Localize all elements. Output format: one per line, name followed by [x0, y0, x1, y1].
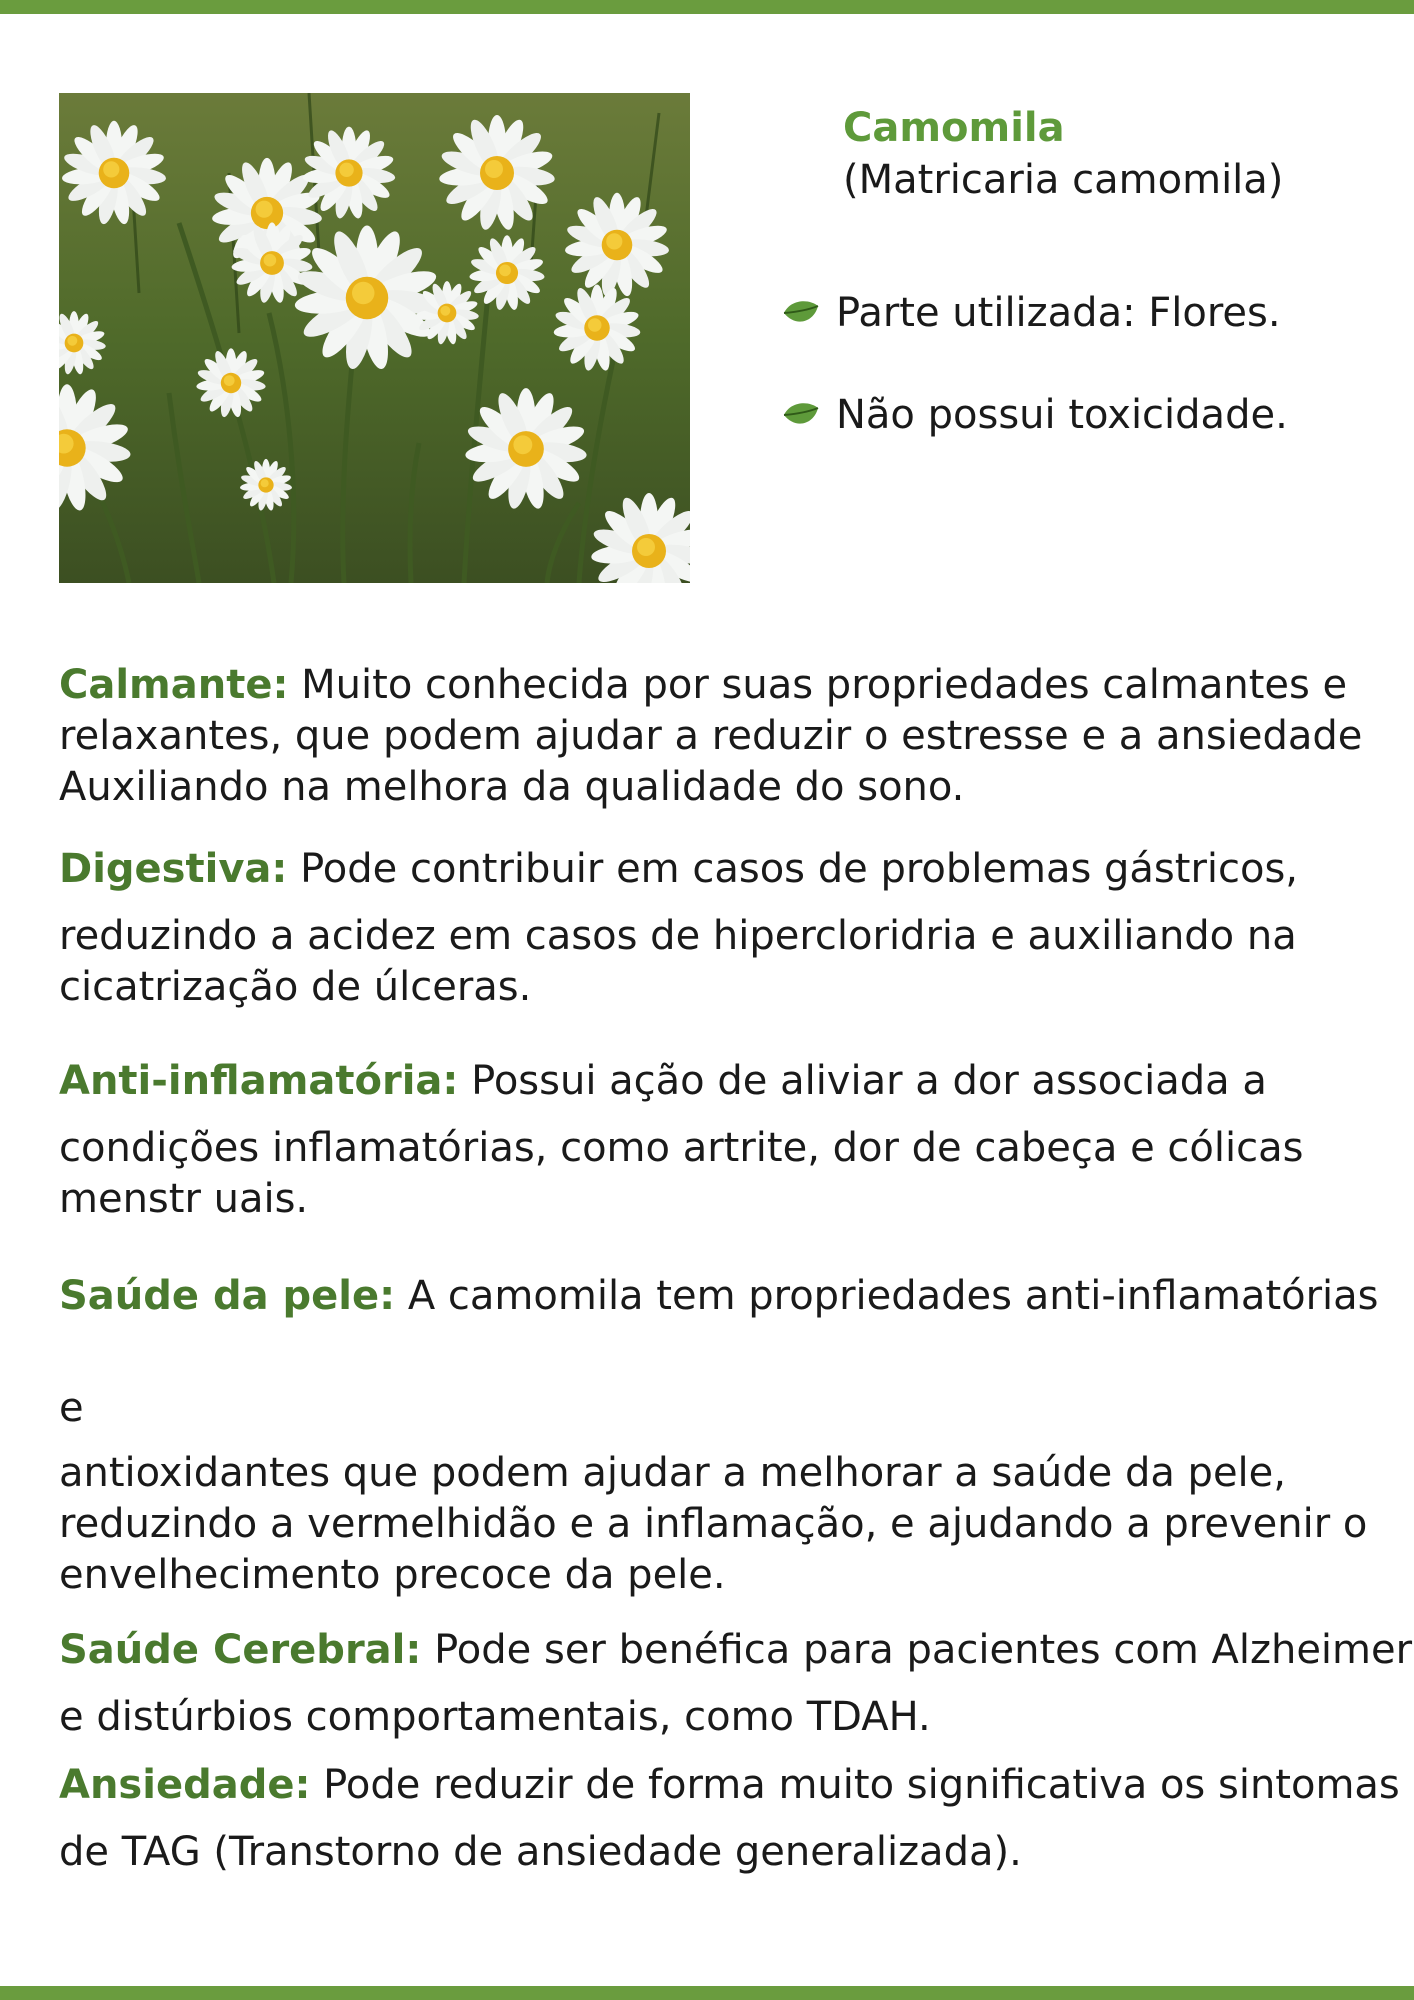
leaf-icon	[780, 296, 822, 330]
fact-text: Parte utilizada: Flores.	[836, 290, 1281, 336]
property-text: reduzindo a vermelhidão e a inflamação, e ajudando a prevenir o	[59, 1501, 1368, 1547]
property-saude-pele-continued	[59, 1383, 1409, 1434]
property-digestiva	[59, 844, 1409, 1013]
page-title: Camomila	[843, 105, 1065, 151]
property-term: Anti-inflamatória:	[59, 1058, 459, 1104]
property-text: e distúrbios comportamentais, como TDAH.	[59, 1694, 931, 1740]
fact-item-part-used	[780, 289, 1281, 337]
property-text: Possui ação de aliviar a dor associada a	[458, 1058, 1267, 1104]
property-text: Pode ser benéfica para pacientes com Alzheimer	[421, 1627, 1413, 1673]
property-text: relaxantes, que podem ajudar a reduzir o estresse e a ansiedade	[59, 713, 1363, 759]
property-text: Pode contribuir em casos de problemas gástricos,	[287, 846, 1299, 892]
property-text: e	[59, 1385, 84, 1431]
property-term: Calmante:	[59, 662, 289, 708]
property-text: Auxiliando na melhora da qualidade do sono.	[59, 764, 965, 810]
property-text: Pode reduzir de forma muito significativa os sintomas	[310, 1762, 1400, 1808]
property-text: envelhecimento precoce da pele.	[59, 1552, 726, 1598]
chamomile-flowers-photo	[59, 93, 690, 583]
fact-item-toxicity	[780, 391, 1288, 439]
property-term: Ansiedade:	[59, 1762, 311, 1808]
property-anti-inflamatoria	[59, 1056, 1409, 1225]
scientific-name: (Matricaria camomila)	[843, 157, 1284, 203]
property-saude-pele	[59, 1271, 1409, 1322]
property-text: antioxidantes que podem ajudar a melhorar a saúde da pele,	[59, 1450, 1286, 1496]
property-text: de TAG (Transtorno de ansiedade generalizada).	[59, 1829, 1022, 1875]
bottom-accent-bar	[0, 1986, 1414, 2000]
property-text: cicatrização de úlceras.	[59, 964, 532, 1010]
property-saude-cerebral	[59, 1617, 1413, 1751]
property-ansiedade	[59, 1752, 1409, 1886]
fact-text: Não possui toxicidade.	[836, 392, 1288, 438]
property-term: Saúde da pele:	[59, 1273, 396, 1319]
property-text: condições inflamatórias, como artrite, dor de cabeça e cólicas	[59, 1125, 1304, 1171]
property-text: menstr uais.	[59, 1176, 309, 1222]
top-accent-bar	[0, 0, 1414, 14]
property-term: Saúde Cerebral:	[59, 1627, 422, 1673]
property-term: Digestiva:	[59, 846, 288, 892]
property-text: Muito conhecida por suas propriedades calmantes e	[288, 662, 1348, 708]
property-calmante	[59, 660, 1409, 813]
leaf-icon	[780, 398, 822, 432]
property-text: reduzindo a acidez em casos de hipercloridria e auxiliando na	[59, 913, 1297, 959]
property-saude-pele-body	[59, 1448, 1409, 1601]
property-text: A camomila tem propriedades anti-inflamatórias	[395, 1273, 1379, 1319]
